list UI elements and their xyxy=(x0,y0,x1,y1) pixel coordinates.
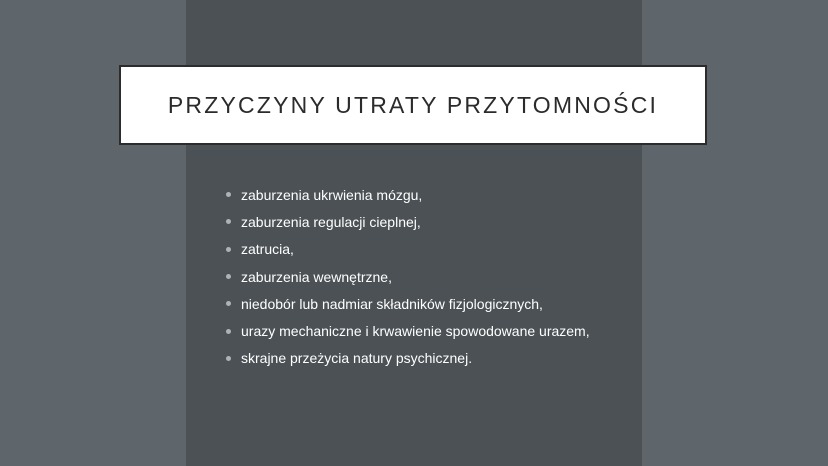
bullet-text: urazy mechaniczne i krwawienie spowodowane urazem, xyxy=(241,323,590,340)
bullet-marker-icon xyxy=(226,329,231,334)
bullet-marker-icon xyxy=(226,274,231,279)
bullet-item xyxy=(222,236,590,263)
bullet-item xyxy=(222,181,590,208)
bullet-item xyxy=(222,263,590,290)
bullet-item xyxy=(222,208,590,235)
bullet-text: zaburzenia ukrwienia mózgu, xyxy=(241,186,423,203)
bullet-text: zaburzenia regulacji cieplnej, xyxy=(241,213,421,230)
title-box xyxy=(119,65,707,145)
bullet-marker-icon xyxy=(226,247,231,252)
bullet-text: zatrucia, xyxy=(241,241,294,258)
bullet-item xyxy=(222,290,590,317)
bullet-marker-icon xyxy=(226,219,231,224)
bullet-item xyxy=(222,317,590,344)
bullet-text: skrajne przeżycia natury psychicznej. xyxy=(241,350,473,367)
bullet-marker-icon xyxy=(226,192,231,197)
bullet-item xyxy=(222,345,590,372)
slide-title: PRZYCZYNY UTRATY PRZYTOMNOŚCI xyxy=(167,91,659,118)
bullet-marker-icon xyxy=(226,301,231,306)
bullet-marker-icon xyxy=(226,356,231,361)
bullet-list xyxy=(222,181,590,372)
bullet-text: niedobór lub nadmiar składników fizjologicznych, xyxy=(241,295,543,312)
bullet-text: zaburzenia wewnętrzne, xyxy=(241,268,392,285)
